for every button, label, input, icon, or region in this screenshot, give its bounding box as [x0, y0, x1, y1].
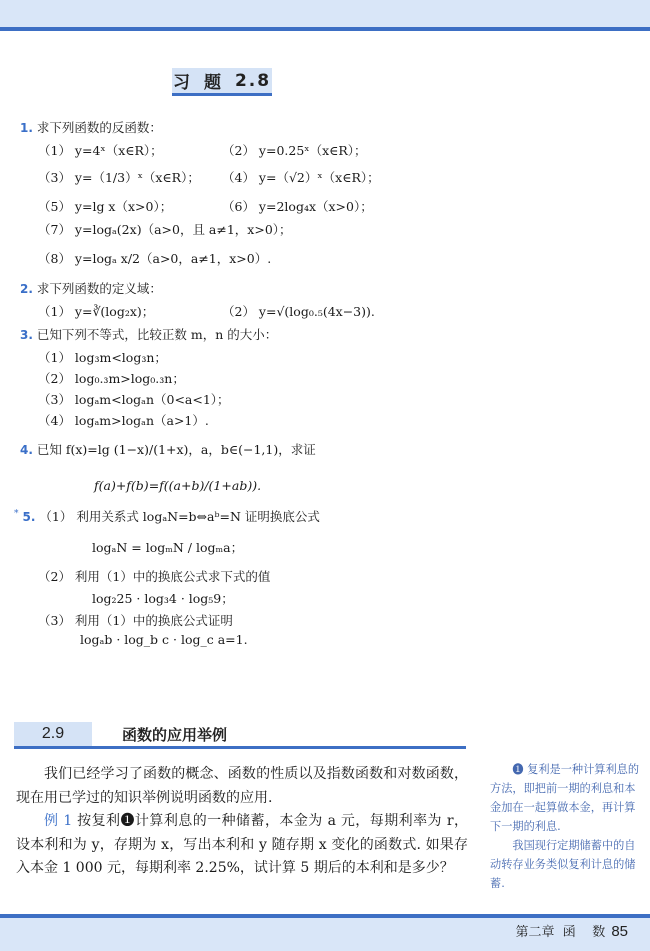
exercise-title-number: 2.8: [234, 70, 272, 91]
problem-5-formula-2: log₂25 · log₃4 · log₅9；: [92, 591, 234, 606]
problem-number: 5.: [22, 510, 36, 524]
section-heading: [14, 722, 466, 749]
section-number: 2.9: [14, 722, 92, 746]
problem-2-item-2: （2） y=√(log₀.₅(4x−3)).: [222, 304, 375, 319]
problem-text: 求下列函数的反函数：: [36, 120, 162, 135]
problem-1-item-8: （8） y=logₐ x/2（a>0，a≠1，x>0）.: [38, 251, 272, 266]
problem-number: 4.: [20, 443, 33, 457]
problem-text: 已知 f(x)=lg (1−x)/(1+x)，a，b∈(−1,1)，求证: [36, 442, 316, 457]
problem-1-item-6: （6） y=2log₄x（x>0）；: [222, 199, 373, 214]
header-band: [0, 0, 650, 27]
problem-3-item-2: （2） log₀.₃m>log₀.₃n；: [38, 371, 185, 386]
problem-number: 1.: [20, 121, 33, 135]
example-label: 例 1: [44, 813, 73, 829]
problem-3-item-1: （1） log₃m<log₃n；: [38, 350, 167, 365]
problem-1-item-1: （1） y=4ˣ（x∈R）；: [38, 143, 163, 158]
problem-3-item-4: （4） logₐm>logₐn（a>1）.: [38, 413, 209, 428]
problem-1-item-5: （5） y=lg x（x>0）；: [38, 199, 173, 214]
problem-4-stem: [20, 440, 316, 458]
problem-2-item-1: （1） y=∛(log₂x)；: [38, 304, 155, 319]
problem-5-stem: [14, 507, 320, 525]
page-number: 85: [611, 923, 628, 940]
problem-5-formula-3: logₐb · log_b c · log_c a=1.: [80, 632, 248, 647]
side-note: [490, 760, 642, 893]
page-footer: [516, 921, 628, 940]
problem-4-formula: f(a)+f(b)=f((a+b)/(1+ab)).: [94, 478, 262, 493]
section-title: 函数的应用举例: [122, 725, 228, 744]
problem-1-item-3: （3） y=（1/3）ˣ（x∈R）；: [38, 170, 200, 185]
problem-3-stem: [20, 325, 277, 343]
side-note-paragraph-1: ❶ 复利是一种计算利息的方法，即把前一期的利息和本金加在一起算做本金，再计算下一期的利息.: [490, 763, 640, 833]
problem-number: 2.: [20, 282, 33, 296]
problem-1-item-4: （4） y=（√2）ˣ（x∈R）；: [222, 170, 380, 185]
intro-paragraph: 我们已经学习了函数的概念、函数的性质以及指数函数和对数函数，现在用已学过的知识举例说明函数的应用.: [16, 766, 468, 806]
example-paragraph: [16, 810, 468, 881]
problem-text: 求下列函数的定义域：: [36, 281, 162, 296]
problem-1-item-2: （2） y=0.25ˣ（x∈R）；: [222, 143, 367, 158]
exercise-title-char: 习: [172, 73, 192, 93]
problem-2-stem: [20, 279, 162, 297]
problem-3-item-3: （3） logₐm<logₐn（0<a<1）；: [38, 392, 230, 407]
exercise-title-char: 题: [203, 73, 223, 93]
problem-5-item-3: （3） 利用（1）中的换底公式证明: [38, 613, 233, 628]
optional-star: *: [14, 508, 19, 519]
problem-1-stem: [20, 118, 162, 136]
problem-text: 已知下列不等式，比较正数 m，n 的大小：: [36, 327, 278, 342]
problem-5-item-2: （2） 利用（1）中的换底公式求下式的值: [38, 569, 271, 584]
problem-1-item-7: （7） y=logₐ(2x)（a>0，且 a≠1，x>0）；: [38, 222, 292, 237]
example-text: 按复利❶计算利息的一种储蓄，本金为 a 元，每期利率为 r，设本利和为 y，存期为 x，写出本利和 y 随存期 x 变化的函数式. 如果存入本金 1 000 元，每期利率 2.25%，试计算 5 期后的本利和是多少？: [16, 813, 469, 876]
chapter-label: 第二章 函 数: [515, 925, 606, 940]
problem-text: （1） 利用关系式 logₐN=b⇔aᵇ=N 证明换底公式: [39, 509, 320, 524]
problem-number: 3.: [20, 328, 33, 342]
exercise-title: [172, 68, 272, 96]
side-note-paragraph-2: 我国现行定期储蓄中的自动转存业务类似复利计息的储蓄.: [490, 839, 636, 890]
problem-5-formula-1: logₐN = logₘN / logₘa；: [92, 540, 244, 555]
header-rule: [0, 27, 650, 31]
